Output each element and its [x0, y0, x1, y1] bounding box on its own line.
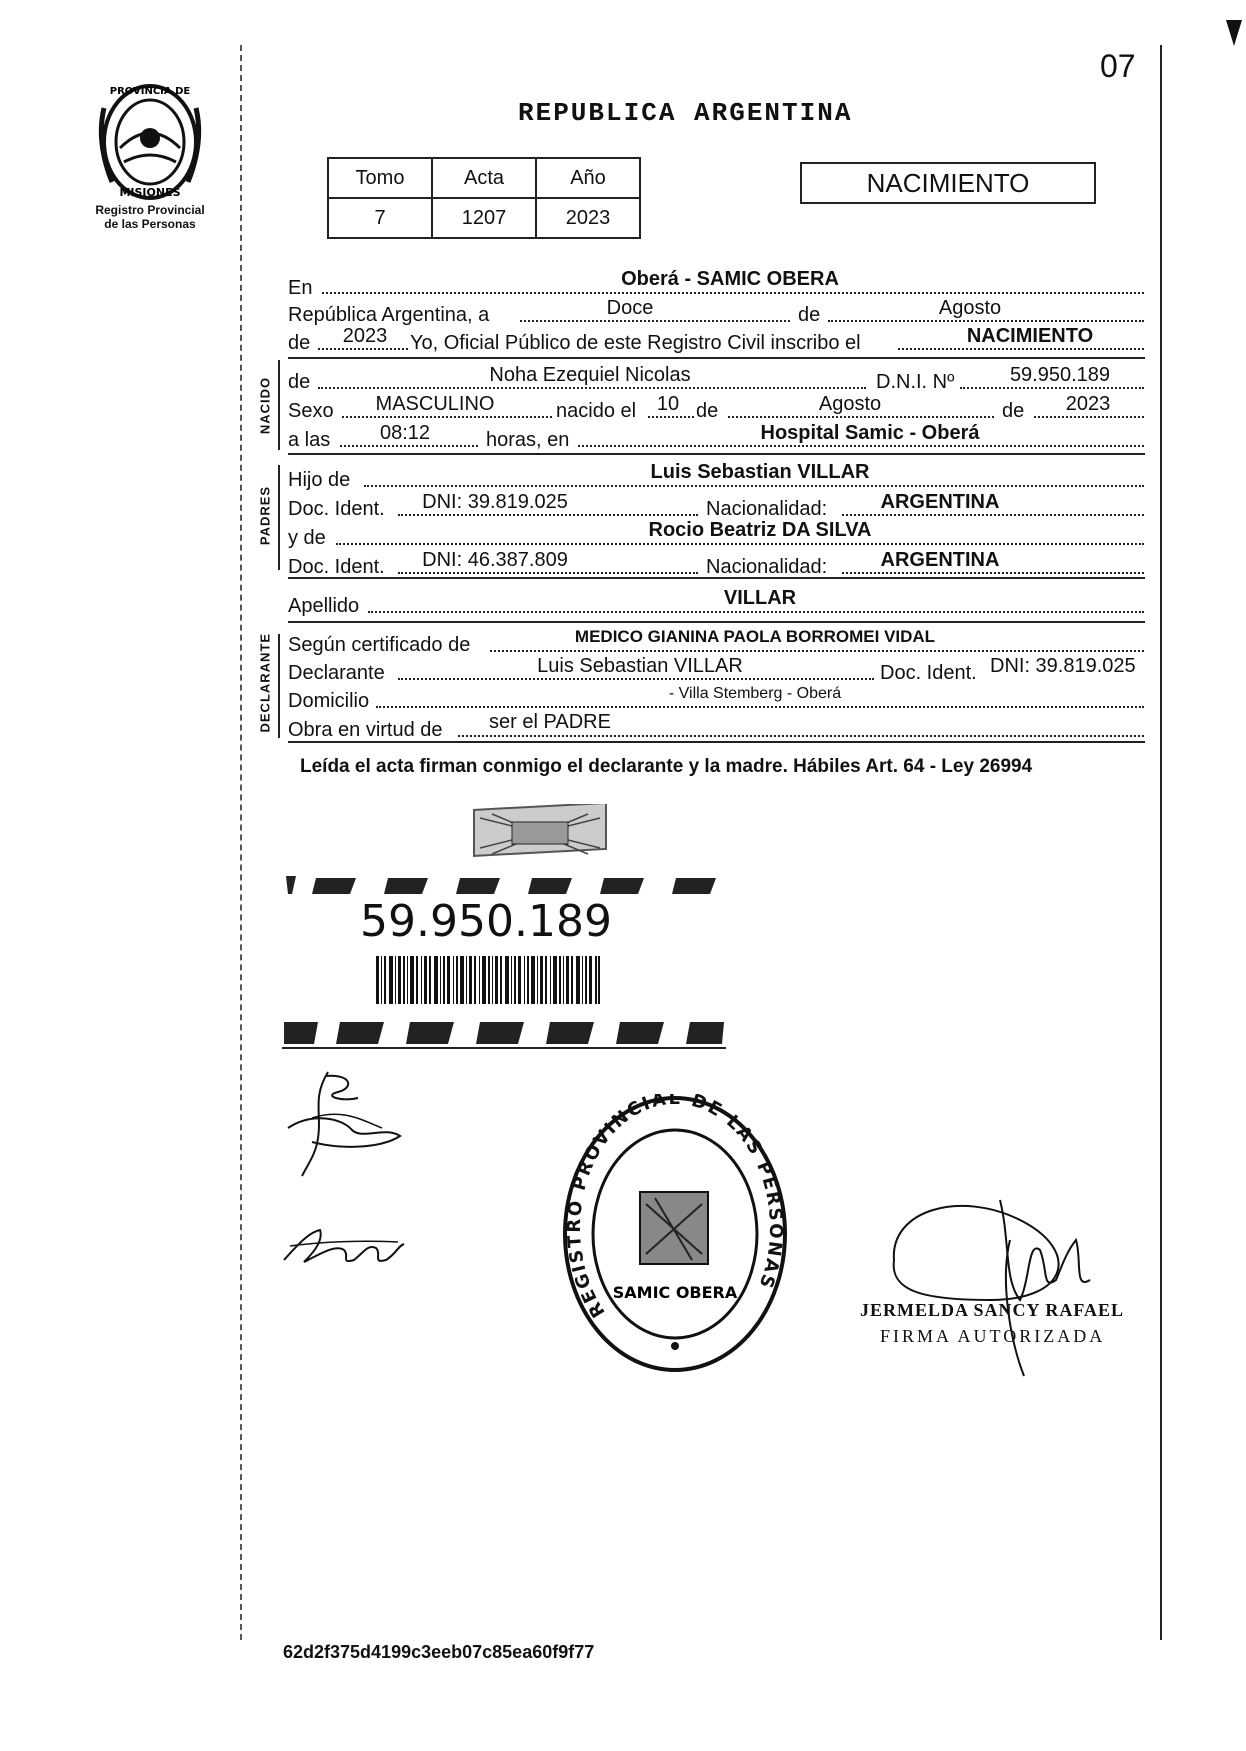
separator-4 — [288, 621, 1145, 623]
domicilio-label: Domicilio — [288, 690, 370, 712]
place-value: Hospital Samic - Oberá — [760, 422, 980, 444]
mother-nat: ARGENTINA — [880, 549, 1000, 571]
segun-label: Según certificado de — [288, 634, 471, 656]
inscribe-label: Yo, Oficial Público de este Registro Civil inscribo el — [410, 332, 861, 354]
separator-1 — [288, 357, 1145, 359]
org-name-line2: de las Personas — [104, 217, 196, 231]
father-nat: ARGENTINA — [880, 491, 1000, 513]
declarante-doc: DNI: 39.819.025 — [990, 655, 1136, 677]
de2-label: de — [288, 332, 311, 354]
declarante-value: Luis Sebastian VILLAR — [537, 655, 743, 677]
de-label: de — [798, 304, 821, 326]
side-label-nacido: NACIDO — [257, 376, 273, 435]
official-stamp — [560, 1094, 790, 1374]
officer-name: JERMELDA SANCY RAFAEL — [860, 1300, 1125, 1320]
nacido-label: nacido el — [556, 400, 637, 422]
register-table — [327, 157, 641, 239]
separator-2 — [288, 453, 1145, 455]
officer-signature — [880, 1180, 1110, 1380]
father-doc: DNI: 39.819.025 — [422, 491, 568, 513]
alas-label: a las — [288, 429, 331, 451]
yde-label: y de — [288, 527, 326, 549]
de5-label: de — [1002, 400, 1025, 422]
sexo-value: MASCULINO — [375, 393, 495, 415]
inscribe-value: NACIMIENTO — [966, 325, 1094, 347]
org-name-line1: Registro Provincial — [95, 203, 205, 217]
corner-mark — [1226, 20, 1242, 46]
doc3-label: Doc. Ident. — [880, 662, 977, 684]
apellido-label: Apellido — [288, 595, 360, 617]
padres-bracket — [278, 465, 280, 570]
time-value: 08:12 — [379, 422, 431, 444]
hijo-label: Hijo de — [288, 469, 351, 491]
register-tomo-value: 7 — [328, 198, 432, 238]
side-label-declarante: DECLARANTE — [257, 632, 273, 733]
doc1-label: Doc. Ident. — [288, 498, 385, 520]
barcode — [376, 956, 600, 1004]
year-value: 2023 — [342, 325, 388, 347]
mother-doc: DNI: 46.387.809 — [422, 549, 568, 571]
domicilio-value: - Villa Stemberg - Oberá — [668, 685, 842, 702]
doc2-label: Doc. Ident. — [288, 556, 385, 578]
right-margin-line — [1160, 45, 1162, 1640]
register-acta-value: 1207 — [432, 198, 536, 238]
register-header-tomo: Tomo — [328, 158, 432, 198]
mother-value: Rocio Beatriz DA SILVA — [648, 519, 872, 541]
dni-value: 59.950.189 — [1009, 364, 1111, 386]
org-name — [80, 203, 220, 231]
signing-note: Leída el acta firman conmigo el declarante y la madre. Hábiles Art. 64 - Ley 26994 — [300, 756, 1033, 777]
en-label: En — [288, 277, 313, 299]
day-value: Doce — [606, 297, 654, 319]
segun-value: MEDICO GIANINA PAOLA BORROMEI VIDAL — [574, 627, 936, 646]
security-seal — [472, 804, 608, 862]
declarante-bracket — [278, 634, 280, 738]
birth-day: 10 — [656, 393, 680, 415]
month-value: Agosto — [938, 297, 1002, 319]
svg-text:SAMIC OBERA: SAMIC OBERA — [612, 1283, 738, 1302]
mother-signature — [280, 1222, 410, 1272]
declarant-signature — [282, 1068, 412, 1178]
province-logo — [94, 78, 206, 202]
register-header-acta: Acta — [432, 158, 536, 198]
apellido-value: VILLAR — [723, 587, 797, 609]
dni-label: D.N.I. Nº — [876, 371, 955, 393]
svg-text:REGISTRO PROVINCIAL DE LAS PER: REGISTRO PROVINCIAL DE LAS PERSONAS — [563, 1094, 787, 1322]
birth-year: 2023 — [1065, 393, 1111, 415]
name-value: Noha Ezequiel Nicolas — [489, 364, 691, 386]
pattern-strip-bottom — [282, 1016, 726, 1052]
declarante-label: Declarante — [288, 662, 385, 684]
nacido-bracket — [278, 360, 280, 450]
en-value: Oberá - SAMIC OBERA — [621, 268, 839, 290]
horas-label: horas, en — [486, 429, 570, 451]
register-header-anio: Año — [536, 158, 640, 198]
nac1-label: Nacionalidad: — [706, 498, 828, 520]
nac2-label: Nacionalidad: — [706, 556, 828, 578]
register-anio-value: 2023 — [536, 198, 640, 238]
obra-label: Obra en virtud de — [288, 719, 443, 741]
sexo-label: Sexo — [288, 400, 334, 422]
side-label-padres: PADRES — [257, 485, 273, 546]
de3-label: de — [288, 371, 311, 393]
svg-text:MISIONES: MISIONES — [119, 186, 181, 199]
act-type-box: NACIMIENTO — [800, 162, 1096, 204]
obra-value: ser el PADRE — [489, 711, 611, 733]
margin-line — [240, 45, 242, 1640]
svg-text:PROVINCIA DE: PROVINCIA DE — [109, 86, 191, 97]
page-number: 07 — [1100, 48, 1136, 84]
pattern-strip-top — [284, 872, 724, 898]
page-title: REPUBLICA ARGENTINA — [518, 98, 853, 128]
barcode-number: 59.950.189 — [360, 896, 612, 947]
document-hash: 62d2f375d4199c3eeb07c85ea60f9f77 — [283, 1642, 595, 1662]
father-value: Luis Sebastian VILLAR — [650, 461, 870, 483]
republica-label: República Argentina, a — [288, 304, 490, 326]
birth-month: Agosto — [818, 393, 882, 415]
de4-label: de — [696, 400, 719, 422]
officer-caption: FIRMA AUTORIZADA — [880, 1326, 1106, 1346]
